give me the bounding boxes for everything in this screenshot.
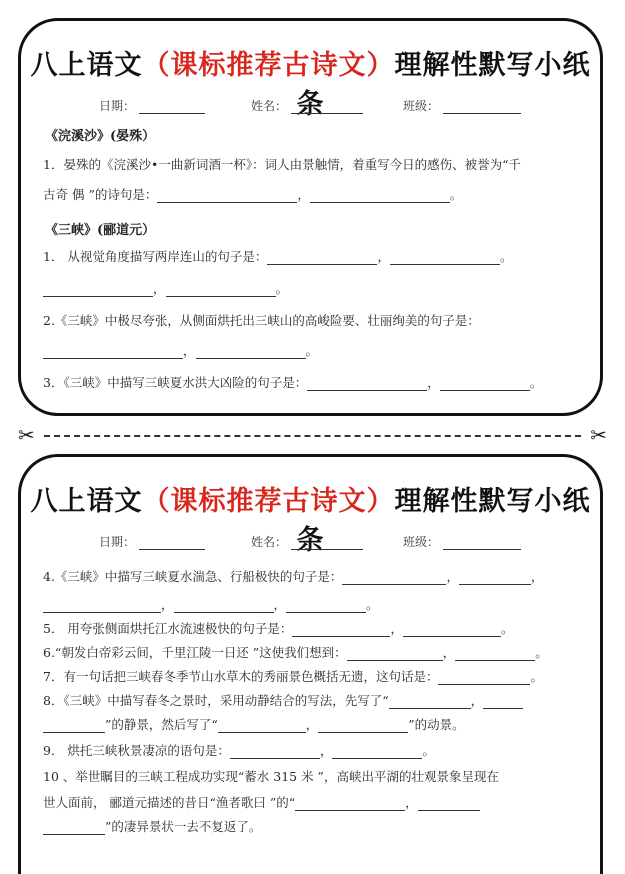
question-text: 古奇 偶 ”的诗句是： [43,187,158,202]
date-label: 日期： [99,99,136,113]
answer-blank[interactable] [43,283,153,297]
date-field[interactable] [99,533,205,550]
answer-blank[interactable] [196,345,306,359]
answer-blank[interactable] [43,599,161,613]
answer-blank[interactable] [438,671,530,685]
answer-blank[interactable] [267,251,377,265]
answer-blank[interactable] [459,571,531,585]
question-text: 世人面前， 郦道元描述的昔日“渔者歌曰 ”的“ [43,795,296,810]
comma: ， [442,645,456,660]
answer-blank[interactable] [347,647,443,661]
question-6 [43,645,548,661]
title-text: 八上语文 [30,486,143,517]
period: 。 [530,669,543,684]
class-blank[interactable] [443,537,521,550]
answer-blank[interactable] [292,623,390,637]
answer-blank[interactable] [166,283,276,297]
class-field[interactable] [403,97,521,114]
period: 。 [366,597,379,612]
question-text: 8．《三峡》中描写春冬之景时，采用动静结合的写法，先写了“ [43,693,389,708]
question-4-answer [43,597,379,613]
comma: ， [390,621,403,636]
period: 。 [305,343,319,358]
question-10-cont [43,795,480,811]
dashed-divider [44,435,581,437]
answer-blank[interactable] [389,695,471,709]
question-2 [43,313,480,329]
period: 。 [500,621,514,636]
answer-blank[interactable] [403,623,501,637]
comma: ， [305,717,319,732]
comma: ， [319,743,333,758]
comma: ， [273,597,287,612]
scissors-icon: ✂ [18,423,35,447]
question-text: 9． 烘托三峡秋景凄凉的语句是： [43,743,230,758]
comma: ， [377,249,390,264]
question-text: ”的凄异景状一去不复返了。 [105,819,262,834]
question-5 [43,621,513,637]
comma: ， [161,597,174,612]
period: 。 [275,281,289,296]
answer-blank[interactable] [218,719,306,733]
section-heading-huanxisha: 《浣溪沙》(晏殊） [45,129,156,144]
question-text: 10 、举世瞩目的三峡工程成功实现“蓄水 315 米 ”，高峡出平湖的壮观景象呈现在 [43,769,499,784]
answer-blank[interactable] [230,745,320,759]
question-text: ”的动景。 [408,717,465,732]
answer-blank[interactable] [455,647,535,661]
answer-blank[interactable] [418,797,480,811]
question-2-answer [43,343,318,359]
answer-blank[interactable] [295,797,405,811]
question-text: 6.“朝发白帝彩云间，千里江陵一日还 ”这使我们想到： [43,645,347,660]
question-3 [43,375,542,391]
question-1-sanxia [43,249,512,265]
comma: ， [183,343,196,358]
comma: ， [470,693,484,708]
question-1-answer [43,187,462,203]
period: 。 [449,187,463,202]
section-heading-sanxia: 《三峡》(郦道元） [45,223,156,238]
answer-blank[interactable] [174,599,274,613]
answer-blank[interactable] [318,719,408,733]
answer-blank[interactable] [483,695,523,709]
answer-blank[interactable] [332,745,422,759]
title-text-suffix: 理解性默写小纸条 [296,50,591,120]
comma: ， [530,569,544,584]
question-text: 5． 用夸张侧面烘托江水流速极快的句子是： [43,621,293,636]
name-field[interactable] [251,97,363,114]
title-text-suffix: 理解性默写小纸条 [296,486,591,556]
comma: ， [153,281,166,296]
date-blank[interactable] [139,537,205,550]
period: 。 [535,645,548,660]
question-text: 2.《三峡》中极尽夸张，从侧面烘托出三峡山的高峻险要、壮丽绚美的句子是： [43,313,480,328]
dictation-slip-1 [18,18,603,416]
comma: ， [427,375,440,390]
question-text: 4.《三峡》中描写三峡夏水湍急、行船极快的句子是： [43,569,343,584]
answer-blank[interactable] [286,599,366,613]
name-blank[interactable] [291,101,363,114]
comma: ， [297,187,310,202]
title-highlight: （课标推荐古诗文） [142,50,395,81]
question-text: 7．有一句话把三峡春冬季节山水草木的秀丽景色概括无遗，这句话是： [43,669,439,684]
name-label: 姓名： [251,99,288,113]
question-8-cont [43,717,465,733]
date-label: 日期： [99,535,136,549]
answer-blank[interactable] [43,821,105,835]
question-text: 1． 从视觉角度描写两岸连山的句子是： [43,249,268,264]
answer-blank[interactable] [390,251,500,265]
name-blank[interactable] [291,537,363,550]
title-text: 八上语文 [30,50,143,81]
date-field[interactable] [99,97,205,114]
question-10 [43,769,499,785]
answer-blank[interactable] [43,719,105,733]
scissors-icon: ✂ [590,423,607,447]
question-10-end [43,819,261,835]
question-text: ”的静景，然后写了“ [105,717,218,732]
comma: ， [405,795,418,810]
name-label: 姓名： [251,535,288,549]
answer-blank[interactable] [307,377,427,391]
answer-blank[interactable] [157,189,297,203]
class-blank[interactable] [443,101,521,114]
answer-blank[interactable] [43,345,183,359]
answer-blank[interactable] [440,377,530,391]
question-8 [43,693,523,709]
dictation-slip-2 [18,454,603,874]
answer-blank[interactable] [342,571,446,585]
question-7 [43,669,543,685]
class-label: 班级： [403,99,440,113]
class-field[interactable] [403,533,521,550]
answer-blank[interactable] [310,189,450,203]
period: 。 [529,375,543,390]
question-text: 1．晏殊的《浣溪沙•一曲新词酒一杯》：词人由景触情，着重写今日的感伤、被誉为“千 [43,157,521,172]
title-highlight: （课标推荐古诗文） [142,486,395,517]
cut-line [18,423,607,447]
period: 。 [499,249,513,264]
question-text: 3．《三峡》中描写三峡夏水洪大凶险的句子是： [43,375,308,390]
comma: ， [446,569,459,584]
name-field[interactable] [251,533,363,550]
class-label: 班级： [403,535,440,549]
question-1 [43,157,521,173]
date-blank[interactable] [139,101,205,114]
question-9 [43,743,435,759]
question-4 [43,569,543,585]
question-1-sanxia-cont [43,281,288,297]
period: 。 [422,743,435,758]
